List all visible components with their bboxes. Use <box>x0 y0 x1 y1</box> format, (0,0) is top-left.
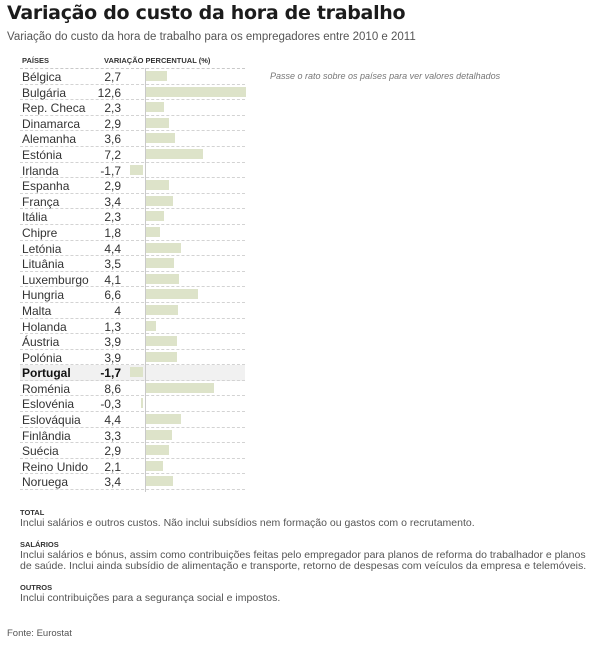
country-name[interactable]: Espanha <box>22 179 70 194</box>
variation-value: 1,3 <box>104 319 121 334</box>
value-bar[interactable] <box>146 476 173 486</box>
variation-value: 6,6 <box>104 288 121 303</box>
country-name[interactable]: Chipre <box>22 225 58 240</box>
value-bar[interactable] <box>146 87 246 97</box>
value-bar[interactable] <box>146 149 203 159</box>
value-bar[interactable] <box>146 383 214 393</box>
variation-value: 7,2 <box>104 147 121 162</box>
value-bar[interactable] <box>146 133 175 143</box>
data-table <box>20 54 245 490</box>
table-row[interactable] <box>20 225 245 241</box>
column-header-variation: VARIAÇÃO PERCENTUAL (%) <box>104 56 211 65</box>
value-bar[interactable] <box>130 165 143 175</box>
table-row[interactable] <box>20 459 245 475</box>
country-name[interactable]: Dinamarca <box>22 116 81 131</box>
table-row[interactable] <box>20 412 245 428</box>
variation-value: 3,4 <box>104 475 121 490</box>
value-bar[interactable] <box>146 71 167 81</box>
table-row[interactable] <box>20 319 245 335</box>
value-bar[interactable] <box>146 227 160 237</box>
table-row[interactable] <box>20 241 245 257</box>
table-row[interactable] <box>20 287 245 303</box>
zero-axis-line <box>145 68 146 492</box>
table-row[interactable] <box>20 350 245 366</box>
country-name[interactable]: Bélgica <box>22 70 62 84</box>
variation-value: 2,7 <box>104 70 121 84</box>
country-name[interactable]: Polónia <box>22 350 63 365</box>
country-name[interactable]: Holanda <box>22 319 67 334</box>
variation-value: -0,3 <box>100 397 121 412</box>
table-row[interactable] <box>20 474 245 490</box>
country-name[interactable]: Irlanda <box>22 163 59 178</box>
country-name[interactable]: Hungria <box>22 288 65 303</box>
table-row[interactable] <box>20 303 245 319</box>
table-row[interactable] <box>20 272 245 288</box>
country-name[interactable]: Eslovénia <box>22 397 75 412</box>
country-name[interactable]: Bulgária <box>22 85 67 100</box>
country-name[interactable]: Alemanha <box>22 132 77 147</box>
table-row[interactable] <box>20 163 245 179</box>
table-row[interactable] <box>20 100 245 116</box>
value-bar[interactable] <box>146 414 181 424</box>
variation-value: 4,4 <box>104 241 121 256</box>
value-bar[interactable] <box>146 258 174 268</box>
table-header <box>20 54 245 69</box>
table-row[interactable] <box>20 334 245 350</box>
table-row[interactable] <box>20 443 245 459</box>
variation-value: 1,8 <box>104 225 121 240</box>
value-bar[interactable] <box>146 243 181 253</box>
value-bar[interactable] <box>146 352 177 362</box>
variation-value: 3,9 <box>104 335 121 350</box>
value-bar[interactable] <box>146 445 169 455</box>
table-row[interactable] <box>20 381 245 397</box>
country-name[interactable]: Noruega <box>22 475 69 490</box>
table-row[interactable] <box>20 256 245 272</box>
variation-value: 3,4 <box>104 194 121 209</box>
chart-title: Variação do custo da hora de trabalho <box>7 2 406 24</box>
country-name[interactable]: Portugal <box>22 366 71 381</box>
value-bar[interactable] <box>146 461 163 471</box>
value-bar[interactable] <box>141 398 143 408</box>
value-bar[interactable] <box>146 289 198 299</box>
country-name[interactable]: Estónia <box>22 147 63 162</box>
note-block <box>20 583 600 605</box>
note-text: Inclui contribuições para a segurança social e impostos. <box>20 591 281 604</box>
value-bar[interactable] <box>146 118 169 128</box>
notes-section <box>20 508 600 614</box>
variation-value: -1,7 <box>100 366 121 381</box>
country-name[interactable]: Finlândia <box>22 428 71 443</box>
variation-value: 4 <box>114 303 121 318</box>
table-row[interactable] <box>20 428 245 444</box>
country-name[interactable]: Áustria <box>22 335 60 350</box>
table-row[interactable] <box>20 131 245 147</box>
note-text: Inclui salários e bónus, assim como contribuições feitas pelo empregador para planos de reforma do trabalhador e planos de saúde. Inclui ainda subsídio de alimentação e transporte, retorno de despesas com veículos da empresa e telemóveis. <box>20 548 587 572</box>
table-row[interactable] <box>20 178 245 194</box>
variation-value: 2,9 <box>104 444 121 459</box>
value-bar[interactable] <box>130 367 143 377</box>
note-heading: OUTROS <box>20 582 53 592</box>
variation-value: 2,3 <box>104 210 121 225</box>
variation-value: 4,1 <box>104 272 121 287</box>
country-name[interactable]: França <box>22 194 60 209</box>
chart-subtitle: Variação do custo da hora de trabalho para os empregadores entre 2010 e 2011 <box>7 31 416 43</box>
table-row[interactable] <box>20 209 245 225</box>
country-name[interactable]: Reino Unido <box>22 459 89 474</box>
variation-value: 12,6 <box>97 85 121 100</box>
note-heading: SALÁRIOS <box>20 539 59 549</box>
country-name[interactable]: Roménia <box>22 381 71 396</box>
variation-value: 2,9 <box>104 179 121 194</box>
note-block <box>20 508 600 530</box>
value-bar[interactable] <box>146 274 179 284</box>
variation-value: 2,9 <box>104 116 121 131</box>
country-name[interactable]: Rep. Checa <box>22 101 86 116</box>
variation-value: 3,5 <box>104 257 121 272</box>
value-bar[interactable] <box>146 321 156 331</box>
table-row[interactable] <box>20 396 245 412</box>
variation-value: 3,9 <box>104 350 121 365</box>
value-bar[interactable] <box>146 336 177 346</box>
variation-value: 3,6 <box>104 132 121 147</box>
table-row[interactable] <box>20 85 245 101</box>
value-bar[interactable] <box>146 196 173 206</box>
variation-value: 2,1 <box>104 459 121 474</box>
variation-value: 8,6 <box>104 381 121 396</box>
value-bar[interactable] <box>146 430 172 440</box>
country-name[interactable]: Luxemburgo <box>22 272 89 287</box>
variation-value: 4,4 <box>104 413 121 428</box>
table-rows <box>20 69 245 490</box>
source-label: Fonte: Eurostat <box>7 628 72 639</box>
country-name[interactable]: Suécia <box>22 444 59 459</box>
table-row[interactable] <box>20 147 245 163</box>
column-header-countries: PAÍSES <box>22 56 49 65</box>
variation-value: 3,3 <box>104 428 121 443</box>
value-bar[interactable] <box>146 180 169 190</box>
value-bar[interactable] <box>146 305 178 315</box>
value-bar[interactable] <box>146 102 164 112</box>
country-name[interactable]: Eslováquia <box>22 413 81 428</box>
country-name[interactable]: Malta <box>22 303 52 318</box>
table-row[interactable] <box>20 194 245 210</box>
table-row[interactable] <box>20 365 245 381</box>
note-text: Inclui salários e outros custos. Não inclui subsídios nem formação ou gastos com o recrutamento. <box>20 517 475 529</box>
value-bar[interactable] <box>146 211 164 221</box>
variation-value: -1,7 <box>100 163 121 178</box>
country-name[interactable]: Letónia <box>22 241 62 256</box>
table-row[interactable] <box>20 69 245 85</box>
table-row[interactable] <box>20 116 245 132</box>
variation-value: 2,3 <box>104 101 121 116</box>
country-name[interactable]: Itália <box>22 210 48 225</box>
note-heading: TOTAL <box>20 508 45 517</box>
note-block <box>20 540 600 573</box>
country-name[interactable]: Lituânia <box>22 257 65 272</box>
hover-hint: Passe o rato sobre os países para ver valores detalhados <box>270 71 501 81</box>
